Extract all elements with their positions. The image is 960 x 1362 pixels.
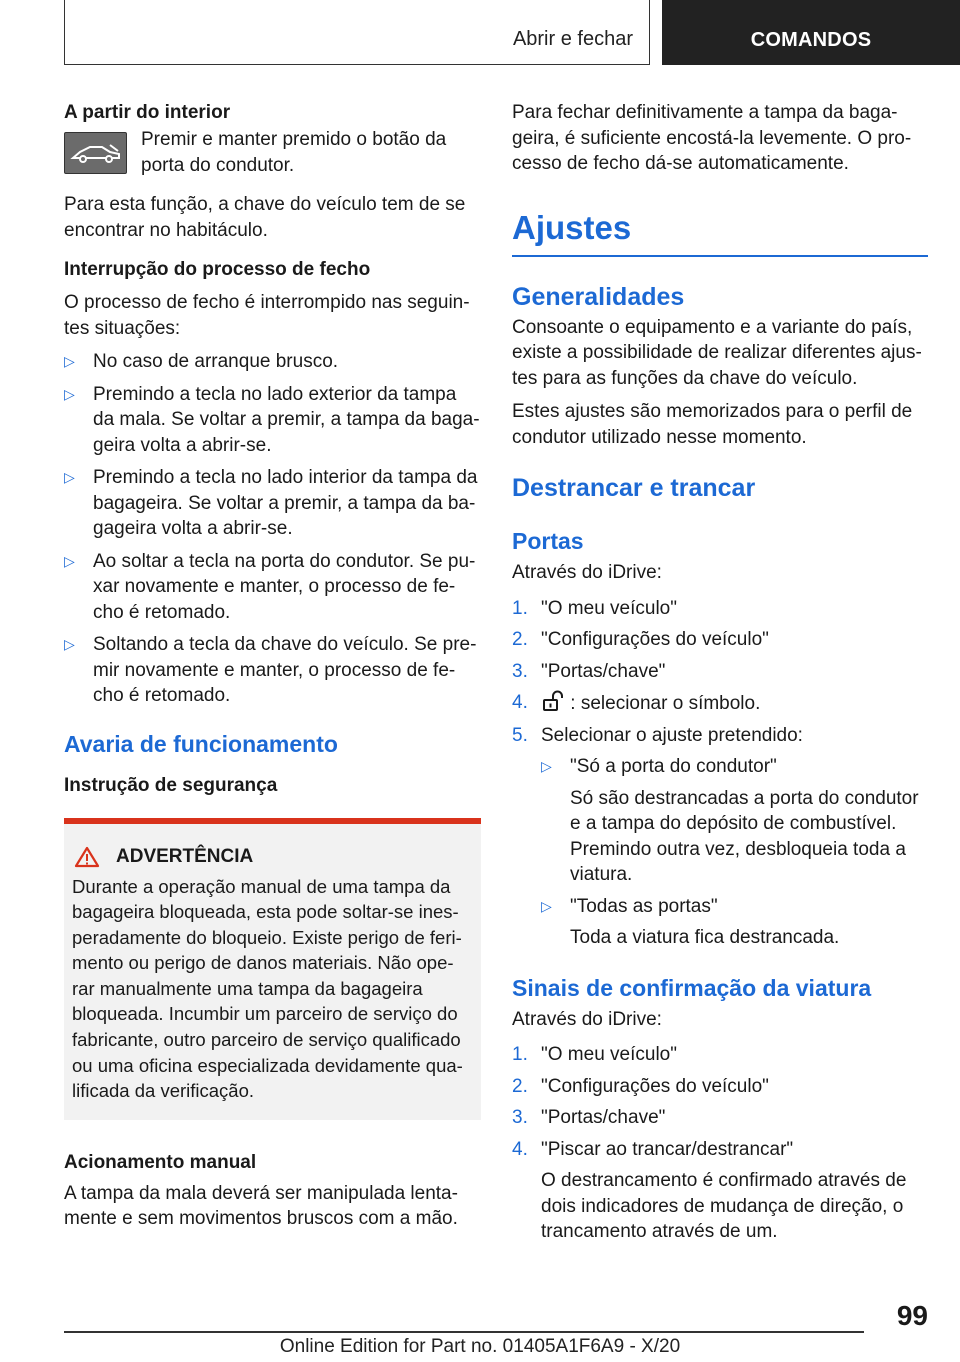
option-description: Só são destrancadas a porta do condutor e a tampa do depósito de combustível. Premindo outra vez, desbloqueia toda a viatura. xyxy=(570,787,919,885)
car-trunk-button-icon xyxy=(64,132,127,174)
steps-doors xyxy=(512,596,928,951)
heading-safety: Instrução de segurança xyxy=(64,774,278,796)
list-item: 3. "Portas/chave" xyxy=(512,1107,666,1128)
footer-edition: Online Edition for Part no. 01405A1F6A9 - X/20 xyxy=(279,1336,681,1357)
page-number: 99 xyxy=(896,1300,928,1331)
heading-interior: A partir do interior xyxy=(64,102,231,123)
list-item: ▷ No caso de arranque brusco. xyxy=(64,349,481,375)
option-description: Toda a viatura fica destrancada. xyxy=(570,927,840,948)
page-header xyxy=(0,0,960,66)
warning-text: Durante a operação manual de uma tampa da bagageira bloqueada, esta pode soltar-se ines-peradamente do bloqueio. Existe perigo de feri-mento ou perigo de danos materiais. Não ope-rar manualmente uma tampa da bagageira bloqueada. Incumbir um parceiro de serviço do fabricante, outro parceiro de serviço qualificado ou uma oficina especializada devidamente qua-lificada da verificação. xyxy=(72,875,463,1102)
triangle-bullet-icon: ▷ xyxy=(541,897,552,914)
heading-interruption: Interrupção do processo de fecho xyxy=(64,259,371,280)
paragraph-manual-operation: A tampa da mala deverá ser manipulada lenta-mente e sem movimentos bruscos com a mão. xyxy=(64,1182,458,1230)
paragraph-general-2: Estes ajustes são memorizados para o perfil de condutor utilizado nesse momento. xyxy=(512,401,913,448)
list-item: 5. Selecionar o ajuste pretendido: ▷ "Só a porta do condutor" Só são destrancadas a porta do condutor e a tampa do depósito de combustível. Premindo outra vez, desbloqueia toda a viatura. ▷ "Todas as portas" Toda a viatura fica destrancada. xyxy=(512,723,928,951)
footer-divider xyxy=(64,1331,864,1333)
left-column xyxy=(64,100,481,1232)
paragraph-closing: Para fechar definitivamente a tampa da baga-geira, é suficiente encostá-la levemente. O pro-cesso de fecho dá-se automaticamente. xyxy=(512,102,912,174)
list-item: ▷ Ao soltar a tecla na porta do condutor. Se pu-xar novamente e manter, o processo de fe-cho é retomado. xyxy=(64,550,476,623)
list-item: ▷ "Todas as portas" Toda a viatura fica destrancada. xyxy=(541,894,928,951)
heading-settings: Ajustes xyxy=(512,208,632,246)
heading-divider xyxy=(512,255,928,257)
list-item: 2. "Configurações do veículo" xyxy=(512,629,769,650)
heading-manual-operation: Acionamento manual xyxy=(64,1151,257,1173)
icon-instruction-text: Premir e manter premido o botão da porta do condutor. xyxy=(141,129,447,176)
triangle-bullet-icon: ▷ xyxy=(64,353,75,369)
right-column xyxy=(512,100,928,1251)
triangle-bullet-icon: ▷ xyxy=(64,636,75,652)
heading-general: Generalidades xyxy=(512,282,685,311)
list-item: 1. "O meu veículo" xyxy=(512,1044,677,1065)
list-item: ▷ "Só a porta do condutor" Só são destrancadas a porta do condutor e a tampa do depósito de combustível. Premindo outra vez, desbloqueia toda a viatura. xyxy=(541,754,928,888)
list-item: 4. : selecionar o símbolo. xyxy=(512,692,761,714)
header-chapter-tab: COMANDOS xyxy=(662,0,960,65)
steps-confirmation xyxy=(512,1042,928,1245)
header-section-title: Abrir e fechar xyxy=(512,28,633,50)
icon-instruction-row xyxy=(64,129,481,178)
triangle-bullet-icon: ▷ xyxy=(64,552,75,569)
list-item: 2. "Configurações do veículo" xyxy=(512,1075,769,1097)
paragraph-general-1: Consoante o equipamento e a variante do país, existe a possibilidade de realizar diferentes ajus-tes para as funções da chave do veículo. xyxy=(512,316,922,389)
interruption-list xyxy=(64,349,481,709)
heading-unlock-lock: Destrancar e trancar xyxy=(512,474,756,502)
heading-confirmation-signals: Sinais de confirmação da viatura xyxy=(512,974,872,1001)
unlock-icon xyxy=(541,690,565,712)
triangle-bullet-icon: ▷ xyxy=(64,385,75,402)
list-item: ▷ Soltando a tecla da chave do veículo. Se pre-mir novamente e manter, o processo de fe-cho é retomado. xyxy=(64,634,477,706)
triangle-bullet-icon: ▷ xyxy=(541,758,552,774)
list-item: ▷ Premindo a tecla no lado interior da tampa da bagageira. Se voltar a premir, a tampa da ba-gageira volta a abrir-se. xyxy=(64,467,478,539)
option-list xyxy=(541,754,928,951)
paragraph-idrive-1: Através do iDrive: xyxy=(512,562,662,583)
list-item: 4. "Piscar ao trancar/destrancar" O destrancamento é confirmado através de dois indicadores de mudança de direção, o trancamento através de um. xyxy=(512,1137,928,1245)
list-item: 3. "Portas/chave" xyxy=(512,660,666,682)
step-description: O destrancamento é confirmado através de dois indicadores de mudança de direção, o trancamento através de um. xyxy=(541,1170,907,1242)
warning-title-row xyxy=(72,846,473,868)
heading-malfunction: Avaria de funcionamento xyxy=(64,730,338,757)
paragraph-key-requirement: Para esta função, a chave do veículo tem de se encontrar no habitáculo. xyxy=(64,194,466,241)
warning-triangle-icon xyxy=(74,846,100,868)
header-section-box xyxy=(64,0,650,65)
warning-box xyxy=(64,818,481,1120)
list-item: 1. "O meu veículo" xyxy=(512,597,677,619)
triangle-bullet-icon: ▷ xyxy=(64,469,75,485)
heading-doors: Portas xyxy=(512,528,584,554)
warning-title: ADVERTÊNCIA xyxy=(116,845,254,867)
paragraph-idrive-2: Através do iDrive: xyxy=(512,1008,662,1030)
list-item: ▷ Premindo a tecla no lado exterior da tampa da mala. Se voltar a premir, a tampa da baga-geira volta a abrir-se. xyxy=(64,383,480,456)
paragraph-interruption: O processo de fecho é interrompido nas seguin-tes situações: xyxy=(64,292,470,339)
